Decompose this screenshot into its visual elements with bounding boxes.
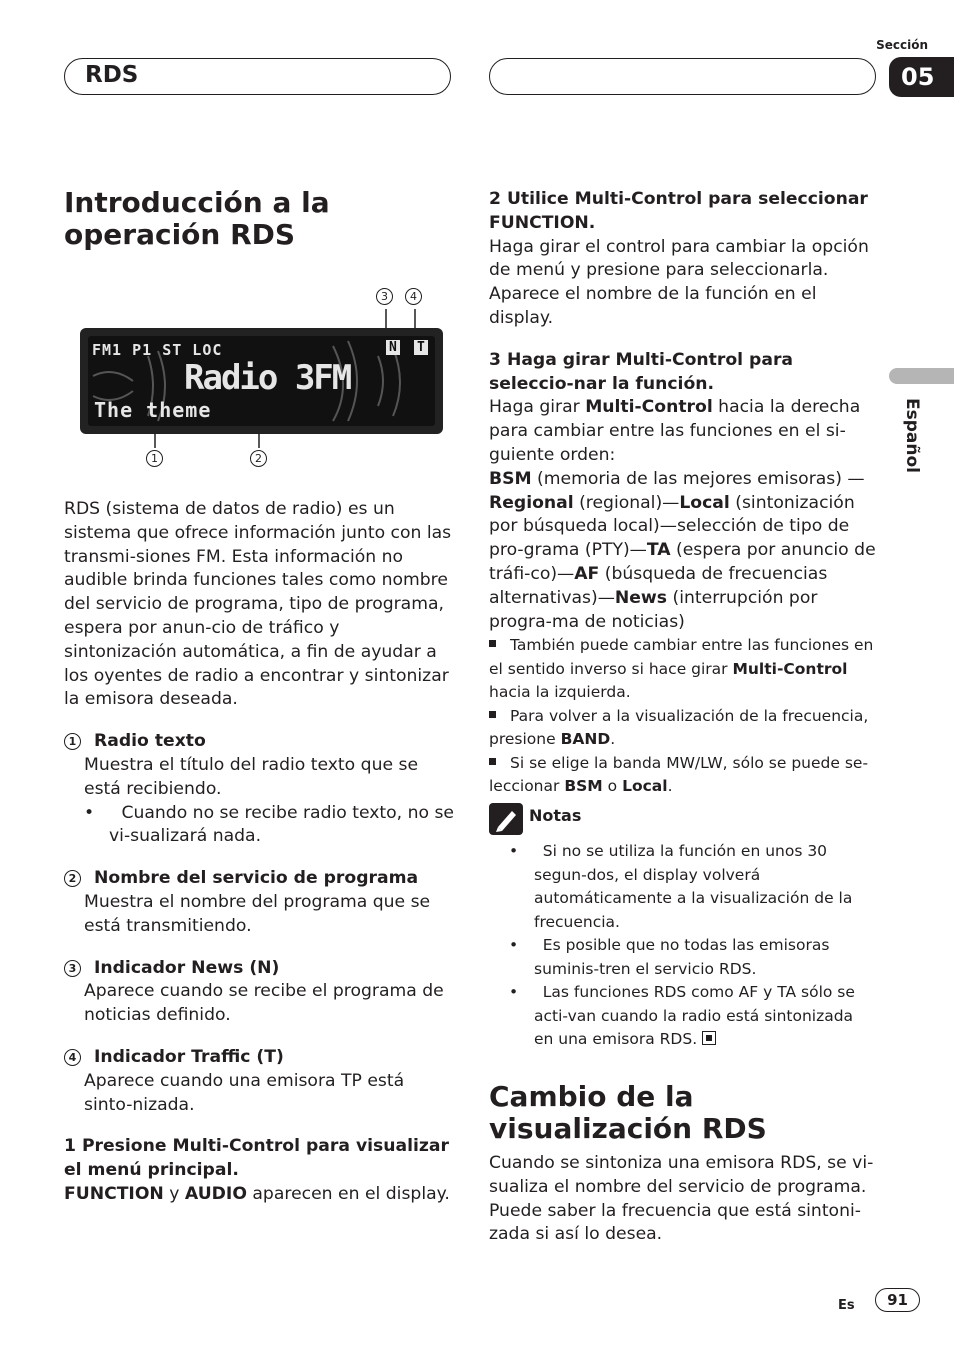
item-4-desc: Aparece cuando una emisora TP está sinto-nizada. [84, 1070, 405, 1115]
step-2-title: 2 Utilice Multi-Control para seleccionar FUNCTION. [489, 189, 868, 233]
callout-2: 2 [250, 448, 280, 468]
square-bullet-icon [489, 640, 496, 647]
seccion-label: Sección [876, 38, 928, 52]
item-1-title: 1 Radio texto [64, 730, 456, 754]
callout-1: 1 [146, 448, 176, 468]
intro-paragraph: RDS (sistema de datos de radio) es un sistema que ofrece información junto con las transmi-siones FM. Esta información no audible brinda funciones tales como nombre del servicio de programa, tipo de programa, espera por anun-cio de tráfico y sintonización automática, a fin de ayudar a los oyentes de radio a encontrar y sintonizar la emisora deseada. [64, 499, 452, 710]
step-3-body: Haga girar Multi-Control hacia la derecha para cambiar entre las funciones en el si-guiente orden: [489, 397, 861, 465]
section-tag: RDS [85, 62, 139, 88]
section-title-2: Cambio de la visualización RDS [489, 1080, 767, 1145]
left-body [64, 498, 456, 1207]
item-2-desc: Muestra el nombre del programa que se está transmitiendo. [84, 891, 431, 936]
notes-title: Notas [529, 806, 582, 825]
step-2-body: Haga girar el control para cambiar la opción de menú y presione para seleccionarla. Aparece el nombre de la función en el display. [489, 236, 869, 328]
tip-1: También puede cambiar entre las funciones en el sentido inverso si hace girar Multi-Control hacia la izquierda. [489, 636, 874, 702]
step-1-title: 1 Presione Multi-Control para visualizar el menú principal. [64, 1136, 449, 1181]
item-1-desc: Muestra el título del radio texto que se está recibiendo. [84, 754, 419, 799]
section-number: 05 [889, 57, 954, 97]
notes-list [489, 840, 877, 1052]
note-2: • Es posible que no todas las emisoras suminis-tren el servicio RDS. [509, 936, 830, 978]
item-3-title: 3 Indicador News (N) [64, 957, 456, 981]
callout-3: 3 [376, 286, 406, 306]
footer-lang-code: Es [838, 1298, 855, 1313]
rds-display-illustration [80, 328, 443, 434]
note-3: • Las funciones RDS como AF y TA sólo se acti-van cuando la radio está sintonizada en una emisora RDS. [509, 983, 855, 1048]
page-title: Introducción a la operación RDS [64, 186, 330, 251]
traffic-indicator: T [414, 340, 428, 355]
tip-3: Si se elige la banda MW/LW, sólo se puede se-leccionar BSM o Local. [489, 753, 869, 796]
item-4-title: 4 Indicador Traffic (T) [64, 1046, 456, 1070]
item-2-title: 2 Nombre del servicio de programa [64, 867, 456, 891]
display-station-name: Radio 3FM [184, 358, 351, 398]
note-pencil-icon [489, 803, 523, 835]
step-3-sequence: BSM (memoria de las mejores emisoras) —Regional (regional)—Local (sintonización por búsqueda local)—selección de tipo de pro-grama (PTY)—TA (espera por anuncio de tráfi-co)—AF (búsqueda de frecuencias alternativas)—News (interrupción por progra-ma de noticias) [489, 468, 876, 632]
square-bullet-icon [489, 758, 496, 765]
end-mark-icon [702, 1031, 716, 1045]
language-label: Español [902, 398, 922, 473]
note-1: • Si no se utiliza la función en unos 30 segun-dos, el display volverá automáticamente a la visualización de la frecuencia. [509, 842, 853, 931]
news-indicator: N [386, 340, 400, 355]
square-bullet-icon [489, 711, 496, 718]
display-radio-text: The theme [94, 398, 212, 422]
right-body [489, 188, 877, 799]
display-status-line: FM1 P1 ST LOC [92, 341, 223, 359]
step-1-body: FUNCTION y AUDIO aparecen en el display. [64, 1183, 450, 1204]
section-2-body [489, 1152, 877, 1247]
section-2-paragraph: Cuando se sintoniza una emisora RDS, se vi-sualiza el nombre del servicio de programa. Puede saber la frecuencia que está sintoni-zada si así lo desea. [489, 1153, 874, 1245]
item-3-desc: Aparece cuando se recibe el programa de noticias definido. [84, 981, 444, 1026]
page-number: 91 [875, 1288, 920, 1312]
item-1-bullet: • Cuando no se recibe radio texto, no se vi-sualizará nada. [84, 802, 455, 847]
step-3-title: 3 Haga girar Multi-Control para seleccio-nar la función. [489, 349, 794, 394]
tip-2: Para volver a la visualización de la frecuencia, presione BAND. [489, 706, 869, 749]
callout-4: 4 [405, 286, 435, 306]
